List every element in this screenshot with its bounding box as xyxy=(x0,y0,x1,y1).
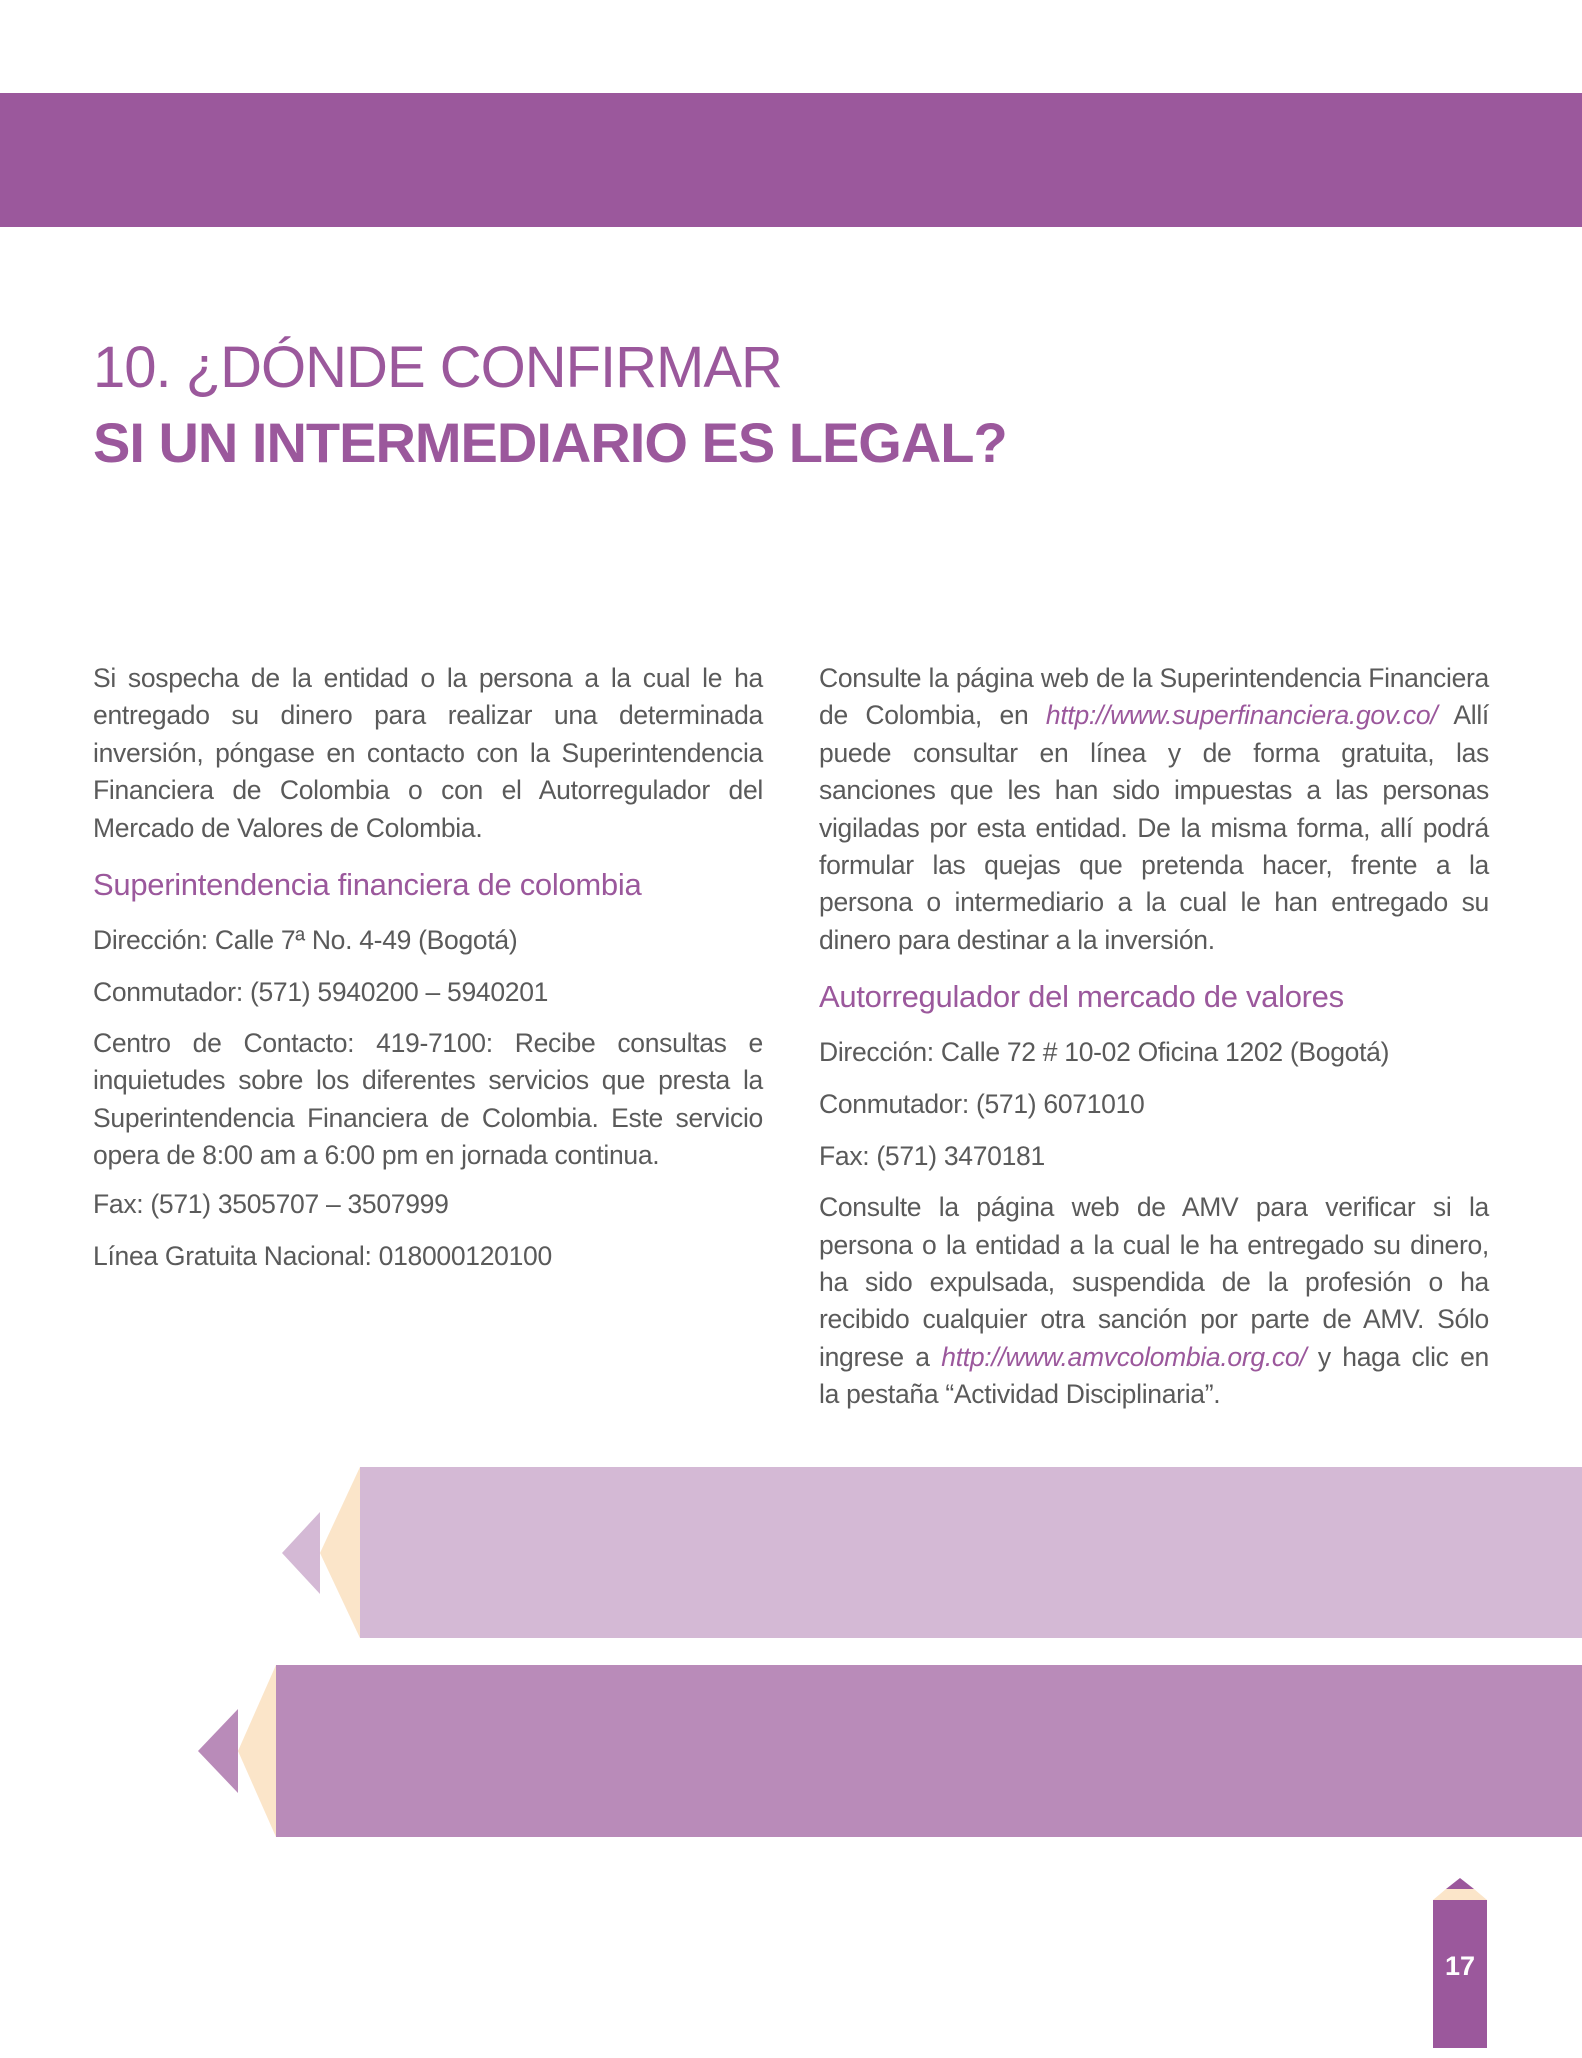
pencil-light-icon xyxy=(282,1467,1582,1638)
pencil-illustration xyxy=(0,1460,1582,1860)
amv-paragraph xyxy=(819,1189,1489,1413)
superintendencia-switchboard: Conmutador: (571) 5940200 – 5940201 xyxy=(93,977,549,1008)
superfinanciera-text-pre: Consulte la página web de la Superintendencia Financiera de Colombia, en xyxy=(819,663,1489,731)
amv-text-pre: Consulte la página web de AMV para verificar si la persona o la entidad a la cual le ha entregado su dinero, ha sido expulsada, suspendida de la profesión o ha recibido cualquier otra sanción por parte de AMV. Sólo ingrese a xyxy=(819,1192,1489,1372)
page-number: 17 xyxy=(1444,1951,1476,1981)
intro-paragraph: Si sospecha de la entidad o la persona a la cual le ha entregado su dinero para realizar una determinada inversión, póngase en contacto con la Superintendencia Financiera de Colombia o con el Autorregulador del Mercado de Valores de Colombia. xyxy=(93,663,763,843)
pencil-medium-icon xyxy=(198,1665,1582,1837)
page-title xyxy=(93,330,1007,480)
title-line-1: 10. ¿DÓNDE CONFIRMAR xyxy=(93,335,782,400)
top-color-band xyxy=(0,93,1582,227)
page-number-tab xyxy=(1430,1875,1490,2048)
amv-text-post: y haga clic en la pestaña “Actividad Disciplinaria”. xyxy=(819,1341,1489,1410)
left-column xyxy=(93,660,763,1289)
contact-center-paragraph: Centro de Contacto: 419-7100: Recibe consultas e inquietudes sobre los diferentes servicios que presta la Superintendencia Financiera de Colombia. Este servicio opera de 8:00 am a 6:00 pm en jornada continua. xyxy=(93,1028,763,1171)
amv-address: Dirección: Calle 72 # 10-02 Oficina 1202 (Bogotá) xyxy=(819,1037,1390,1068)
toll-free-line: Línea Gratuita Nacional: 018000120100 xyxy=(93,1240,552,1271)
amv-switchboard: Conmutador: (571) 6071010 xyxy=(819,1089,1145,1120)
title-line-2: SI UN INTERMEDIARIO ES LEGAL? xyxy=(93,411,1007,474)
superintendencia-heading: Superintendencia financiera de colombia xyxy=(93,867,642,903)
superfinanciera-paragraph xyxy=(819,660,1489,959)
superfinanciera-link[interactable]: http://www.superfinanciera.gov.co/ xyxy=(1045,700,1438,731)
amv-heading: Autorregulador del mercado de valores xyxy=(819,979,1344,1015)
right-column xyxy=(819,660,1489,1424)
amv-link[interactable]: http://www.amvcolombia.org.co/ xyxy=(941,1341,1307,1372)
superfinanciera-text-post: Allí puede consultar en línea y de forma gratuita, las sanciones que les han sido impuestas a las personas vigiladas por esta entidad. De la misma forma, allí podrá formular las quejas que pretenda hacer, frente a la persona o intermediario a la cual le han entregado su dinero para destinar a la inversión. xyxy=(819,700,1489,955)
amv-fax: Fax: (571) 3470181 xyxy=(819,1141,1045,1172)
superintendencia-fax: Fax: (571) 3505707 – 3507999 xyxy=(93,1188,449,1219)
superintendencia-address: Dirección: Calle 7ª No. 4-49 (Bogotá) xyxy=(93,925,518,956)
